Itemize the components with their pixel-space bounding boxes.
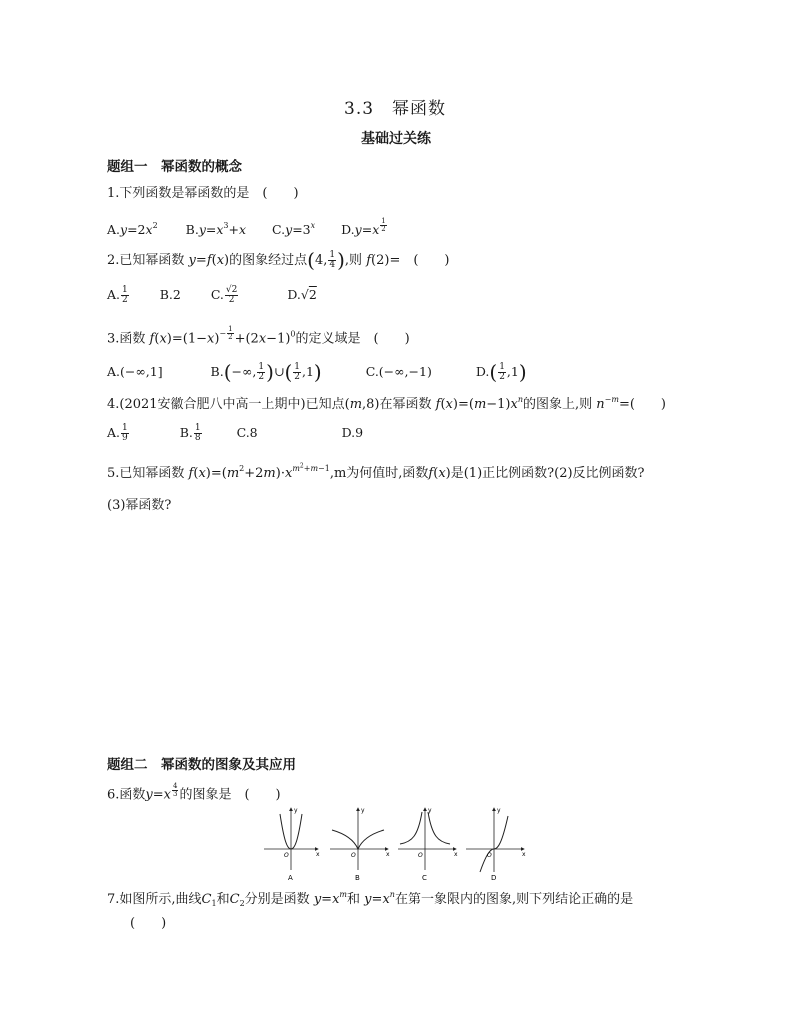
q4-option-a[interactable]: A. $\frac{1}{9}$ <box>107 423 128 443</box>
q2-option-a[interactable]: A. $\frac{1}{2}$ <box>107 285 128 305</box>
graph-option-d[interactable] <box>466 807 526 882</box>
group-title-2: 题组二 幂函数的图象及其应用 <box>107 757 296 773</box>
q3-option-a[interactable]: A.(−∞,1] <box>107 364 163 379</box>
graph-option-a[interactable] <box>264 807 320 882</box>
svg-text:x: x <box>316 851 320 858</box>
q3-option-c[interactable]: C.(−∞,−1) <box>365 364 432 379</box>
q3-option-d[interactable]: D.( $\frac{1}{2}$ ,1) <box>475 360 527 384</box>
q4-option-d[interactable]: D.9 <box>341 425 364 440</box>
svg-text:y: y <box>428 807 432 814</box>
graph-label-b: B <box>355 874 360 882</box>
q2-option-b[interactable]: B.2 <box>159 287 181 302</box>
graph-option-b[interactable] <box>330 807 390 882</box>
graph-option-c[interactable] <box>398 807 458 882</box>
q2-option-c[interactable]: C. $\frac{√2}{2}$ <box>210 285 238 305</box>
q1-option-a[interactable]: $A.y=2x^2$ <box>107 220 158 237</box>
question-6-stem: 6.函数y=x $^{\frac{4}{3}}$ 的图象是 ( ) <box>107 782 281 803</box>
question-5-stem: 5.已知幂函数 $f(x)=(m^2+2m)\cdot x^{m^2+m-1},m$为何值时,函数f(x)是(1)正比例函数?(2)反比例函数? <box>107 462 645 481</box>
q2-option-d[interactable]: D.√2 <box>287 287 317 302</box>
graph-label-c: C <box>422 874 427 882</box>
question-7-line2: ( ) <box>130 916 167 931</box>
svg-text:y: y <box>361 807 365 814</box>
graph-label-a: A <box>288 874 293 882</box>
question-3-stem: 3.函数 $f(x)=(1-x)^{- \frac{1}{2}}$ $+(2x-1)^0$的定义域是 ( ) <box>107 325 410 347</box>
svg-text:O: O <box>487 852 492 859</box>
svg-text:x: x <box>522 851 526 858</box>
page-title: 3.3 幂函数 <box>344 99 447 119</box>
q1-option-c[interactable]: $C.y=3^x$ <box>272 220 316 237</box>
svg-text:O: O <box>351 852 356 859</box>
group-title-1: 题组一 幂函数的概念 <box>107 159 242 175</box>
svg-text:O: O <box>418 852 423 859</box>
question-1-stem: 1.下列函数是幂函数的是 ( ) <box>107 186 299 201</box>
question-2-stem: 2.已知幂函数 y=f(x)的图象经过点(4, $\frac{1}{4}$ ),则 f(2)= ( ) <box>107 248 450 272</box>
question-6-graphs <box>258 800 538 886</box>
svg-text:y: y <box>497 807 501 814</box>
question-5-line2: (3)幂函数? <box>107 498 172 513</box>
q1-option-d[interactable]: D.y=x $^{\frac{1}{2}}$ <box>341 217 386 237</box>
question-7-stem: 7.如图所示,曲线$C_1$和$C_2$分别是函数 $y=x^m$和 $y=x^n$在第一象限内的图象,则下列结论正确的是 <box>107 890 634 908</box>
question-4-options <box>107 424 363 443</box>
question-1-options <box>107 218 388 237</box>
q4-option-b[interactable]: B. $\frac{1}{8}$ <box>179 423 201 443</box>
svg-text:O: O <box>284 852 289 859</box>
question-2-options <box>107 286 317 305</box>
question-3-options <box>107 360 527 384</box>
svg-text:y: y <box>294 807 298 814</box>
svg-text:x: x <box>454 851 458 858</box>
page-subtitle: 基础过关练 <box>361 131 431 147</box>
svg-text:x: x <box>386 851 390 858</box>
graph-label-d: D <box>491 874 497 882</box>
q4-option-c[interactable]: C.8 <box>236 425 258 440</box>
q3-option-b[interactable]: B.(−∞, $\frac{1}{2}$ )∪( $\frac{1}{2}$ ,1) <box>210 360 322 384</box>
q1-option-b[interactable]: $B.y=x^3+x$ <box>185 220 247 237</box>
question-4-stem: 4.(2021安徽合肥八中高一上期中)已知点(m,8)在幂函数 $f(x)=(m-1)x^n$的图象上,则 $n^{-m}=$( ) <box>107 395 667 412</box>
